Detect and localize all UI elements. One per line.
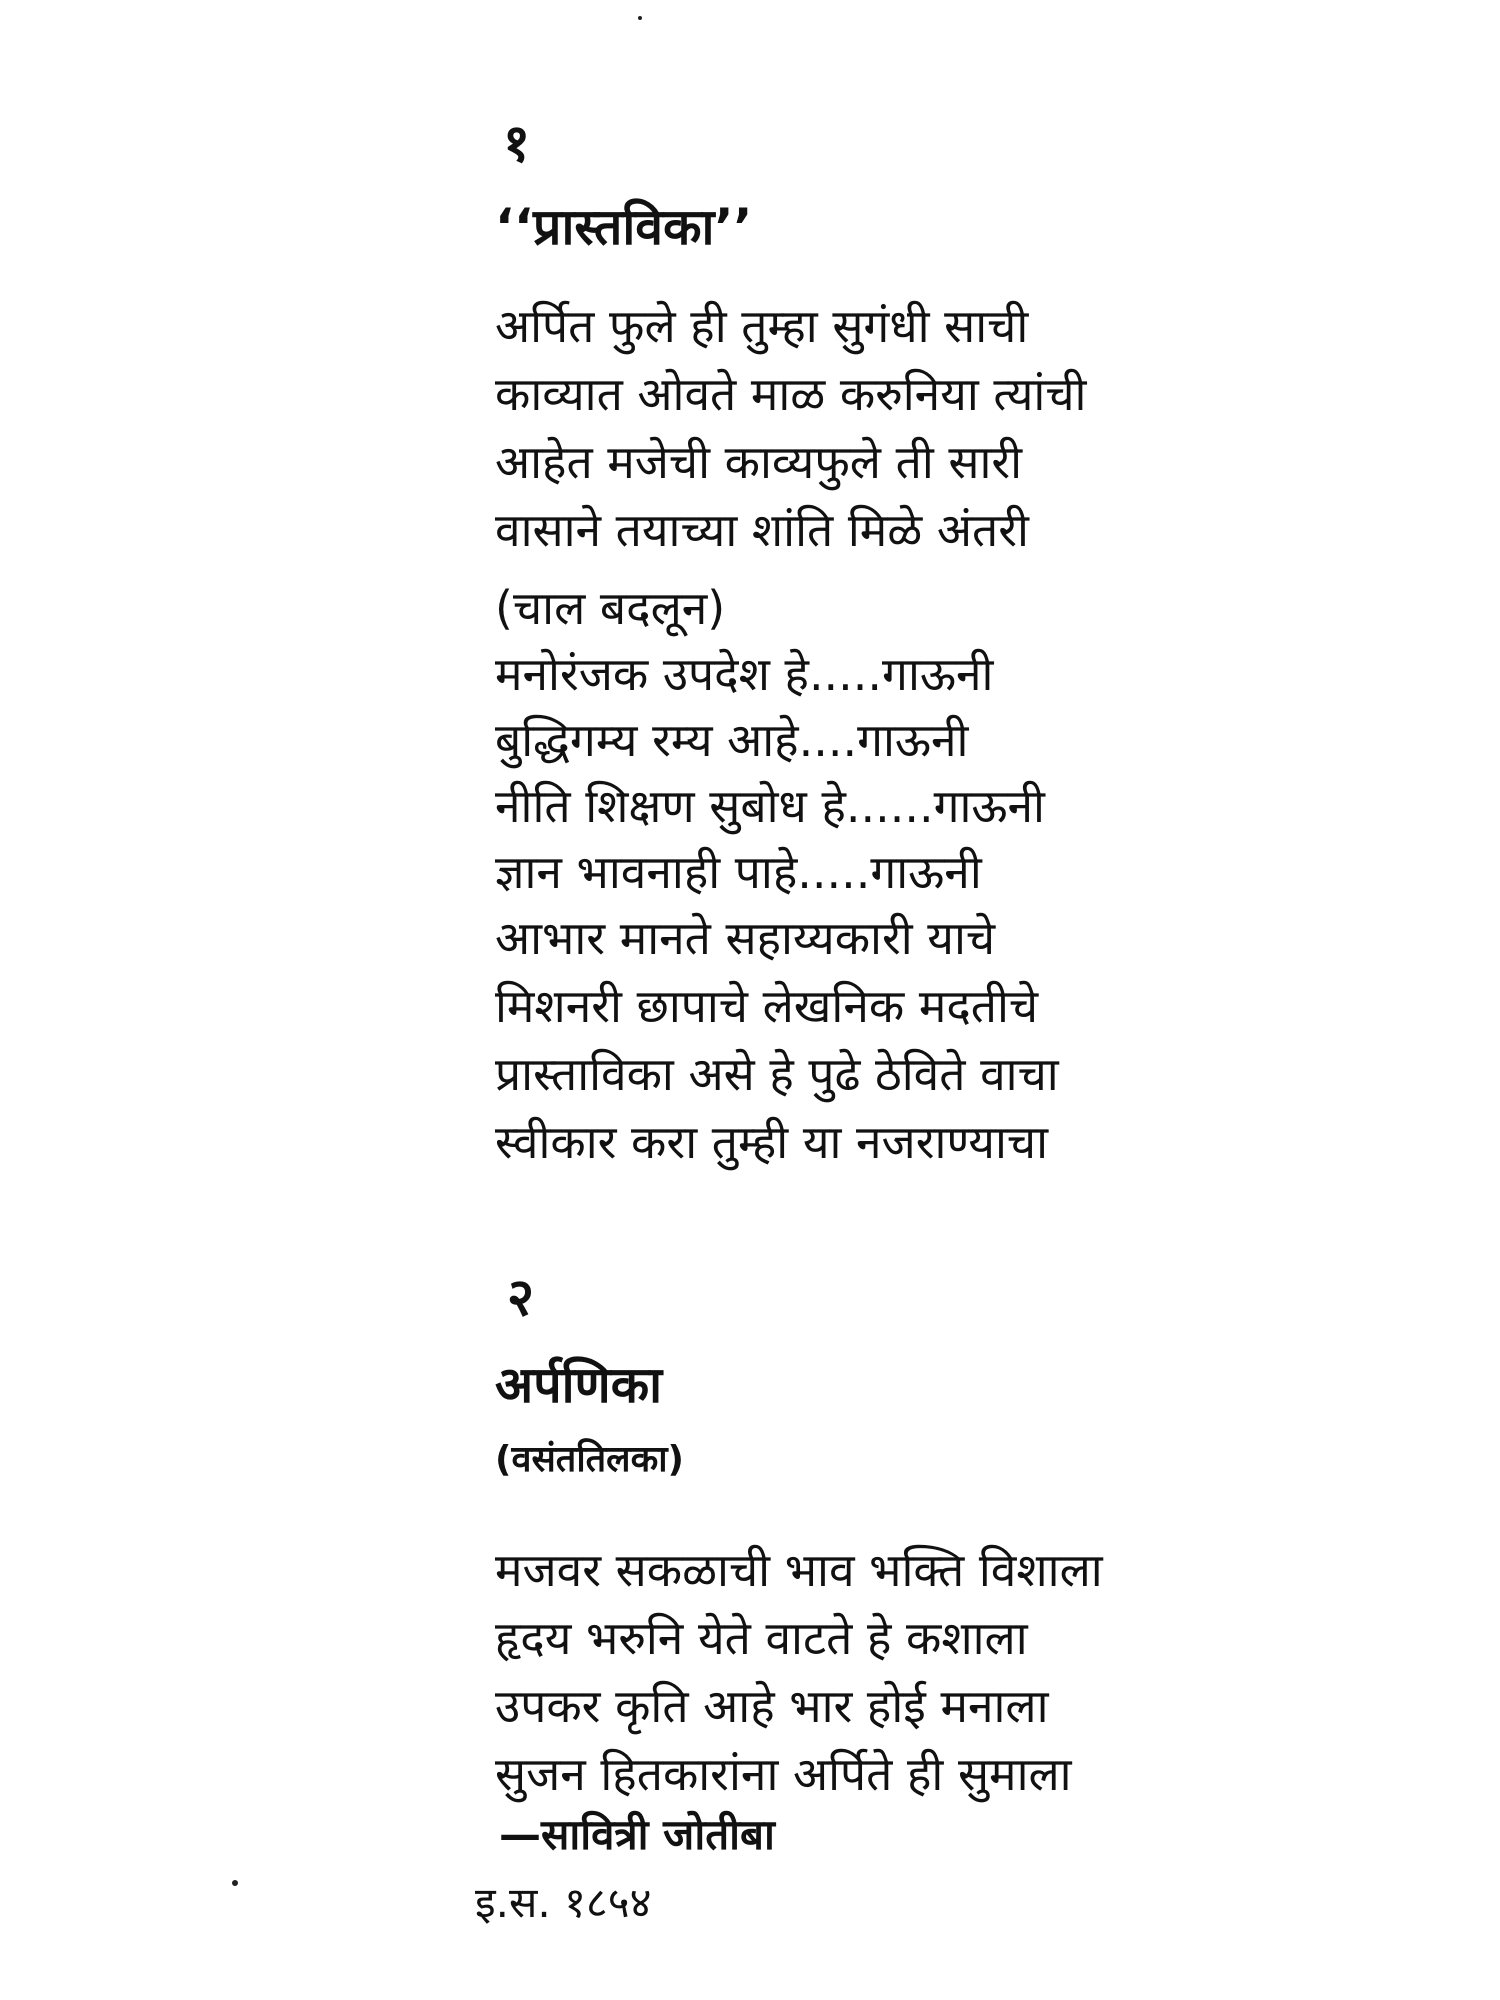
poem-number: २ <box>507 1268 535 1328</box>
verse-line: ज्ञान भावनाही पाहे.....गाऊनी <box>495 845 982 899</box>
verse-line: (चाल बदलून) <box>495 581 726 635</box>
verse-line: मनोरंजक उपदेश हे.....गाऊनी <box>495 647 994 701</box>
stanza-1 <box>495 292 1086 564</box>
verse-line: सुजन हितकारांना अर्पिते ही सुमाला <box>495 1747 1072 1801</box>
verse-line: आहेत मजेची काव्यफुले ती सारी <box>495 435 1023 489</box>
signature: —सावित्री जोतीबा <box>499 1810 775 1859</box>
verse-line: उपकर कृति आहे भार होई मनाला <box>495 1679 1049 1733</box>
verse-line: काव्यात ओवते माळ करुनिया त्यांची <box>495 367 1087 421</box>
scan-speck <box>232 1880 238 1886</box>
poem-title: ‘‘प्रास्तविका’’ <box>495 198 753 256</box>
poem-number: १ <box>503 114 531 174</box>
date-line: इ.स. १८५४ <box>475 1878 652 1927</box>
verse-line: अर्पित फुले ही तुम्हा सुगंधी साची <box>495 299 1029 353</box>
verse-line: प्रास्ताविका असे हे पुढे ठेविते वाचा <box>495 1047 1059 1101</box>
verse-line: बुद्धिगम्य रम्य आहे....गाऊनी <box>495 713 969 767</box>
verse-line: स्वीकार करा तुम्ही या नजराण्याचा <box>495 1115 1048 1169</box>
scan-speck <box>638 16 642 20</box>
verse-line: वासाने तयाच्या शांति मिळे अंतरी <box>495 503 1029 557</box>
verse-line: मिशनरी छापाचे लेखनिक मदतीचे <box>495 979 1039 1033</box>
meter-label: (वसंततिलका) <box>495 1439 685 1480</box>
verse-line: हृदय भरुनि येते वाटते हे कशाला <box>495 1611 1028 1665</box>
verse-line: नीति शिक्षण सुबोध हे......गाऊनी <box>495 779 1045 833</box>
verse-line: आभार मानते सहाय्यकारी याचे <box>495 911 996 965</box>
verse-line: मजवर सकळाची भाव भक्ति विशाला <box>495 1543 1103 1597</box>
poem-title: अर्पणिका <box>495 1356 663 1414</box>
stanza-4 <box>495 1536 1103 1808</box>
stanza-2 <box>495 575 1045 905</box>
stanza-3 <box>495 904 1059 1176</box>
